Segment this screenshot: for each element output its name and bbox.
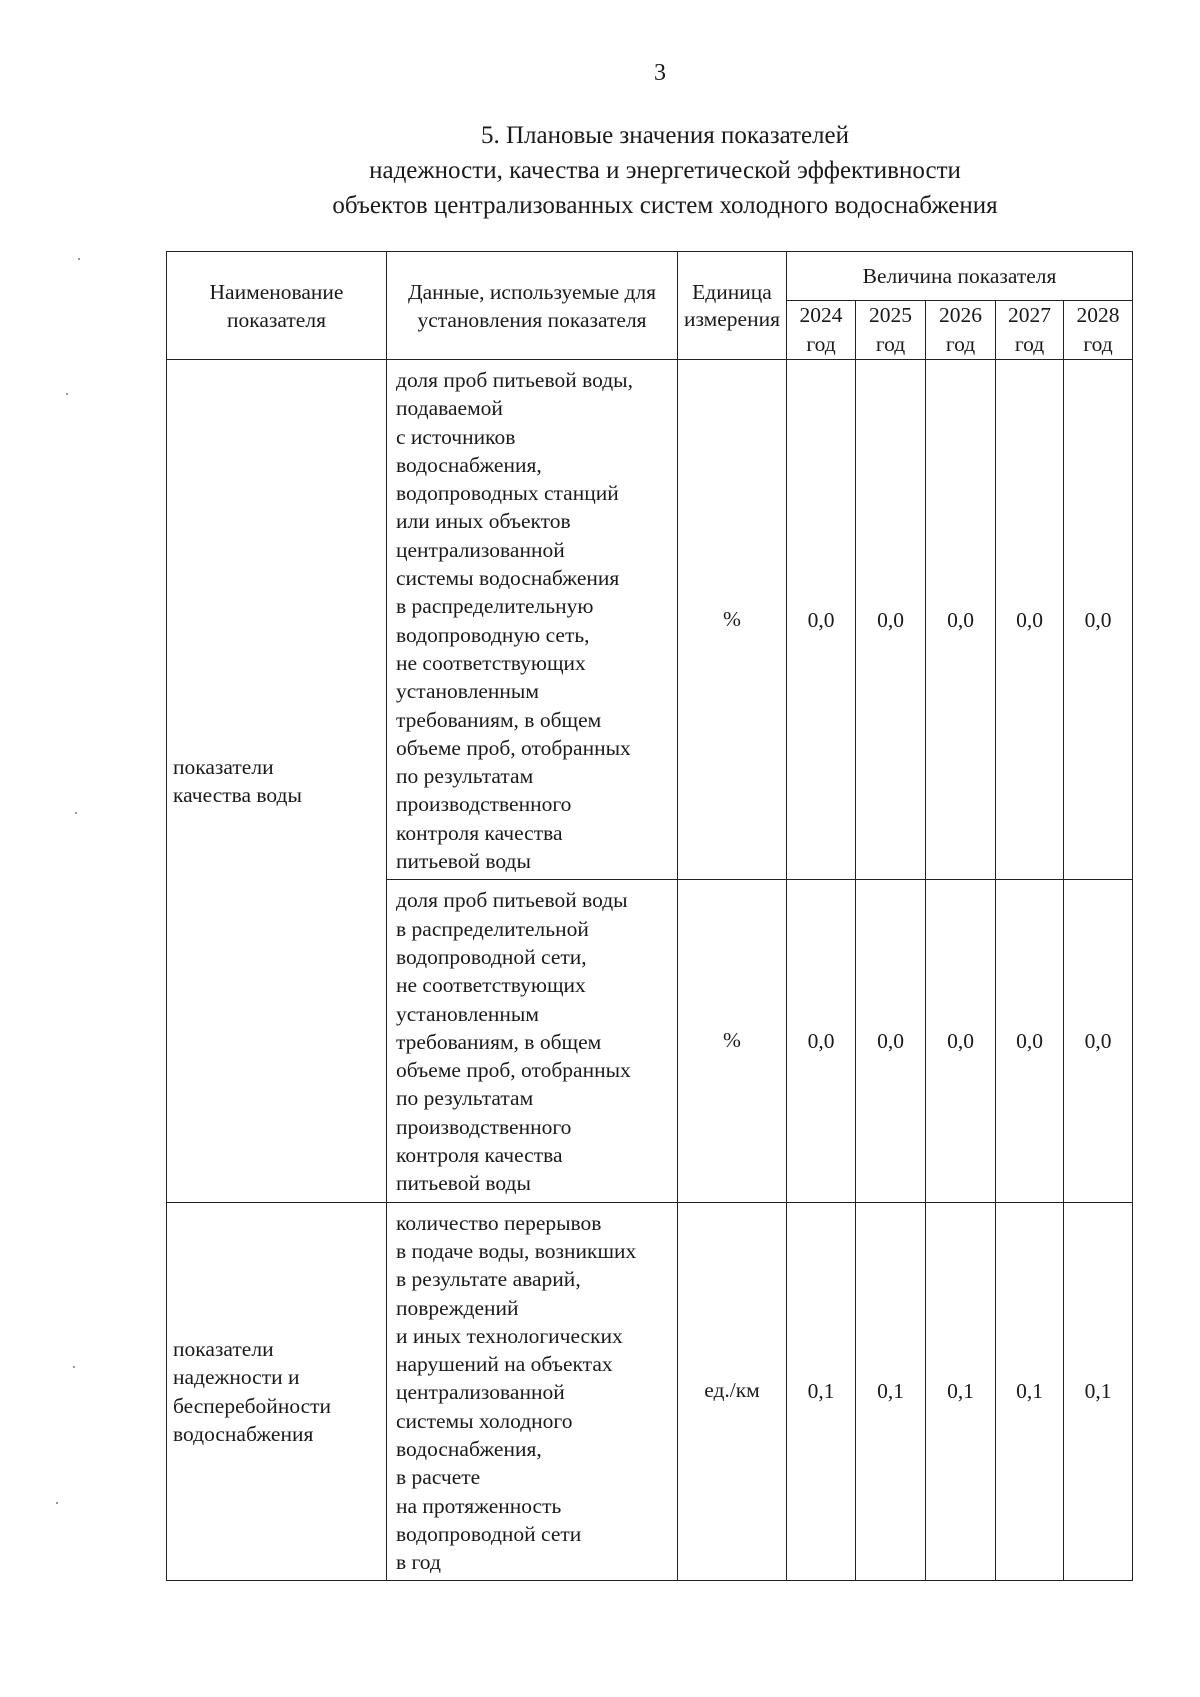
header-year-2028: [1064, 301, 1133, 360]
source-line: контроля качества: [396, 820, 563, 845]
section-title: [270, 118, 1060, 223]
source-line: водоснабжения,: [396, 1436, 542, 1461]
source-line: централизованной: [396, 1380, 565, 1405]
source-line: объеме проб, отобранных: [396, 1058, 631, 1083]
value-2026: 0,0: [926, 880, 996, 1202]
source-line: с источников: [396, 424, 516, 449]
source-line: установленным: [396, 679, 539, 704]
source-line: производственного: [396, 1114, 572, 1139]
section-title-line: объектов централизованных систем холодного водоснабжения: [332, 192, 998, 219]
page-number: 3: [654, 60, 666, 86]
source-line: доля проб питьевой воды: [396, 888, 628, 913]
indicator-unit: %: [678, 880, 787, 1202]
source-line: водопроводную сеть,: [396, 622, 590, 647]
value-2024: 0,0: [787, 360, 856, 880]
source-line: водопроводной сети: [396, 1521, 582, 1546]
header-year-suffix: год: [875, 332, 906, 356]
header-year-suffix: год: [806, 332, 836, 356]
source-line: установленным: [396, 1001, 539, 1026]
value-2025: 0,1: [856, 1202, 926, 1581]
header-name: Наименование показателя: [167, 252, 387, 360]
header-year-suffix: год: [1083, 332, 1113, 356]
indicator-name: показатели качества воды: [167, 360, 387, 1203]
indicator-source: [387, 1202, 678, 1581]
source-line: в распределительную: [396, 594, 594, 619]
indicator-source: [387, 360, 678, 880]
table-row: [167, 1202, 1133, 1581]
header-year-2027: [996, 301, 1064, 360]
source-line: питьевой воды: [396, 1171, 531, 1196]
header-year-2024: [787, 301, 856, 360]
value-2025: 0,0: [856, 360, 926, 880]
value-2025: 0,0: [856, 880, 926, 1202]
scan-speck: [75, 812, 77, 814]
source-line: системы холодного: [396, 1408, 573, 1433]
header-year: 2026: [939, 303, 982, 327]
source-line: водопроводной сети,: [396, 944, 587, 969]
source-line: и иных технологических: [396, 1323, 623, 1348]
source-line: или иных объектов: [396, 509, 571, 534]
value-2028: 0,1: [1064, 1202, 1133, 1581]
source-line: контроля качества: [396, 1143, 563, 1168]
source-line: централизованной: [396, 537, 565, 562]
scan-speck: [56, 1502, 58, 1504]
source-line: питьевой воды: [396, 849, 531, 874]
source-line: в подаче воды, возникших: [396, 1238, 637, 1263]
source-line: не соответствующих: [396, 973, 586, 998]
source-line: повреждений: [396, 1295, 519, 1320]
section-title-line: 5. Плановые значения показателей: [480, 122, 850, 149]
header-unit: Единица измерения: [678, 252, 787, 360]
source-line: в год: [396, 1550, 441, 1575]
source-line: объеме проб, отобранных: [396, 735, 631, 760]
header-row: [167, 252, 1133, 301]
source-line: в расчете: [396, 1465, 481, 1490]
section-title-line: надежности, качества и энергетической эффективности: [369, 157, 961, 184]
indicator-source: [387, 880, 678, 1202]
indicator-unit: ед./км: [678, 1202, 787, 1581]
source-line: в результате аварий,: [396, 1267, 581, 1292]
source-line: требованиям, в общем: [396, 707, 602, 732]
source-line: подаваемой: [396, 396, 503, 421]
source-line: нарушений на объектах: [396, 1352, 613, 1377]
scan-speck: [78, 258, 80, 260]
value-2027: 0,0: [996, 360, 1064, 880]
indicators-table: [166, 251, 1133, 1581]
scan-speck: [66, 393, 68, 395]
header-value-group: Величина показателя: [787, 252, 1133, 301]
source-line: в распределительной: [396, 916, 589, 941]
value-2026: 0,0: [926, 360, 996, 880]
value-2026: 0,1: [926, 1202, 996, 1581]
source-line: по результатам: [396, 764, 534, 789]
source-line: не соответствующих: [396, 650, 586, 675]
header-year: 2025: [869, 303, 912, 327]
source-line: доля проб питьевой воды,: [396, 368, 634, 392]
source-line: на протяженность: [396, 1493, 562, 1518]
source-line: водоснабжения,: [396, 452, 542, 477]
indicator-name: показатели надежности и бесперебойности водоснабжения: [167, 1202, 387, 1581]
source-line: требованиям, в общем: [396, 1029, 602, 1054]
header-year: 2028: [1076, 303, 1120, 327]
table-row: [167, 360, 1133, 880]
header-year-suffix: год: [1014, 332, 1045, 356]
header-year-2025: [856, 301, 926, 360]
header-year-suffix: год: [945, 332, 976, 356]
scan-speck: [73, 1366, 75, 1368]
source-line: количество перерывов: [396, 1210, 602, 1235]
value-2028: 0,0: [1064, 360, 1133, 880]
value-2024: 0,0: [787, 880, 856, 1202]
value-2027: 0,1: [996, 1202, 1064, 1581]
indicator-unit: %: [678, 360, 787, 880]
value-2027: 0,0: [996, 880, 1064, 1202]
value-2024: 0,1: [787, 1202, 856, 1581]
source-line: системы водоснабжения: [396, 566, 620, 591]
header-year: 2027: [1008, 303, 1051, 327]
source-line: по результатам: [396, 1086, 534, 1111]
header-year: 2024: [799, 303, 843, 327]
source-line: водопроводных станций: [396, 481, 619, 506]
header-source: Данные, используемые для установления показателя: [387, 252, 678, 360]
header-year-2026: [926, 301, 996, 360]
source-line: производственного: [396, 792, 572, 817]
value-2028: 0,0: [1064, 880, 1133, 1202]
